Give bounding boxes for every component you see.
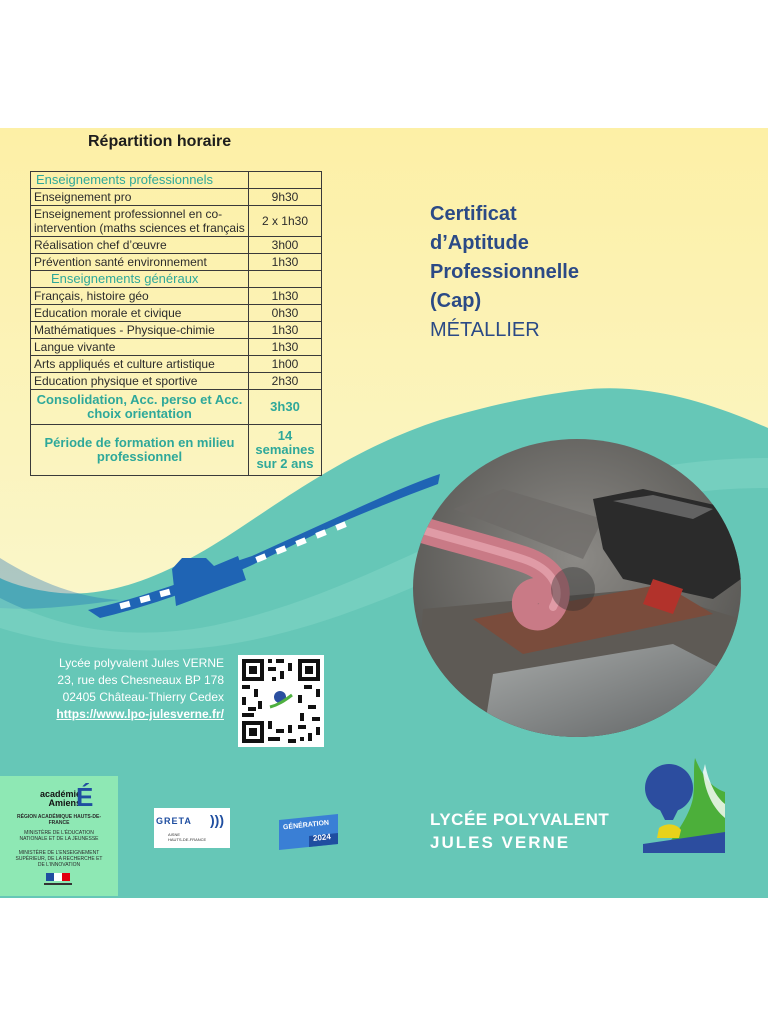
table-row	[31, 322, 322, 339]
greta-logo	[154, 808, 230, 848]
section-gen-label: Enseignements généraux	[31, 271, 249, 288]
address-line: Lycée polyvalent Jules VERNE	[59, 656, 224, 670]
row-value: 1h30	[249, 339, 322, 356]
greta-waves-icon: )))	[210, 812, 224, 828]
row-label: Réalisation chef d’œuvre	[31, 237, 249, 254]
website-link[interactable]: https://www.lpo-julesverne.fr/	[56, 707, 224, 721]
brochure	[0, 128, 768, 898]
train-carriage	[172, 556, 246, 606]
table-section-row	[31, 172, 322, 189]
row-label: Prévention santé environnement	[31, 254, 249, 271]
row-value: 0h30	[249, 305, 322, 322]
marianne-flag-icon	[46, 873, 70, 881]
address-line: 02405 Château-Thierry Cedex	[62, 690, 224, 704]
academie-city: Amiens	[48, 798, 82, 808]
table-row	[31, 339, 322, 356]
title-line: (Cap)	[430, 290, 482, 312]
row-value: 1h30	[249, 322, 322, 339]
row-label: Education morale et civique	[31, 305, 249, 322]
row-label: Education physique et sportive	[31, 373, 249, 390]
table-row	[31, 356, 322, 373]
stage-label: Période de formation en milieu professionnel	[31, 425, 249, 476]
row-label: Français, histoire géo	[31, 288, 249, 305]
greta-sub2: HAUTS-DE-FRANCE	[168, 837, 207, 842]
academie-logo	[0, 776, 118, 896]
generation-label: GÉNÉRATION	[282, 819, 330, 832]
lycee-name	[430, 808, 609, 854]
stage-value: 14 semaines sur 2 ans	[249, 425, 322, 476]
title-line: d’Aptitude	[430, 232, 529, 254]
ministere-1: MINISTÈRE DE L’ÉDUCATION NATIONALE ET DE LA JEUNESSE	[19, 830, 99, 842]
table-row	[31, 288, 322, 305]
section-pro-label: Enseignements professionnels	[31, 172, 249, 189]
diploma-title	[430, 200, 730, 345]
generation-year: 2024	[312, 832, 332, 843]
title-line: Certificat	[430, 203, 517, 225]
hot-air-balloon-logo-icon	[643, 758, 725, 853]
metalwork-photo	[413, 439, 741, 737]
table-row	[31, 254, 322, 271]
row-value: 1h00	[249, 356, 322, 373]
table-section-row	[31, 271, 322, 288]
row-label: Arts appliqués et culture artistique	[31, 356, 249, 373]
lycee-name-line2: JULES VERNE	[430, 833, 571, 852]
address-line: 23, rue des Chesneaux BP 178	[57, 673, 224, 687]
table-row-highlight	[31, 390, 322, 425]
row-value: 9h30	[249, 189, 322, 206]
row-value: 3h00	[249, 237, 322, 254]
row-value: 2 x 1h30	[249, 206, 322, 237]
row-value: 2h30	[249, 373, 322, 390]
greta-sub1: AISNE	[168, 832, 181, 837]
ministere-2: MINISTÈRE DE L’ENSEIGNEMENT SUPÉRIEUR, DE LA RECHERCHE ET DE L’INNOVATION	[15, 850, 103, 868]
academie-e-mark: É	[76, 782, 94, 812]
academie-title: académie	[40, 789, 82, 799]
row-label: Mathématiques - Physique-chimie	[31, 322, 249, 339]
qr-code[interactable]	[238, 655, 324, 747]
row-label: Enseignement pro	[31, 189, 249, 206]
table-row-highlight	[31, 425, 322, 476]
row-value: 1h30	[249, 288, 322, 305]
table-row	[31, 305, 322, 322]
table-row	[31, 189, 322, 206]
table-row	[31, 373, 322, 390]
row-value: 1h30	[249, 254, 322, 271]
title-specialty: MÉTALLIER	[430, 319, 540, 341]
consolidation-value: 3h30	[249, 390, 322, 425]
table-row	[31, 206, 322, 237]
row-label: Enseignement professionnel en co-intervention (maths sciences et français	[31, 206, 249, 237]
schedule-table	[30, 171, 322, 476]
table-row	[31, 237, 322, 254]
generation-2024-logo	[279, 814, 338, 850]
consolidation-label: Consolidation, Acc. perso et Acc. choix orientation	[31, 390, 249, 425]
schedule-heading: Répartition horaire	[88, 133, 232, 150]
greta-name: GRETA	[156, 816, 192, 826]
title-line: Professionnelle	[430, 261, 579, 283]
lycee-name-line1: LYCÉE POLYVALENT	[430, 810, 610, 829]
academie-region: RÉGION ACADÉMIQUE HAUTS-DE-FRANCE	[17, 814, 101, 826]
school-address	[20, 655, 224, 723]
row-label: Langue vivante	[31, 339, 249, 356]
